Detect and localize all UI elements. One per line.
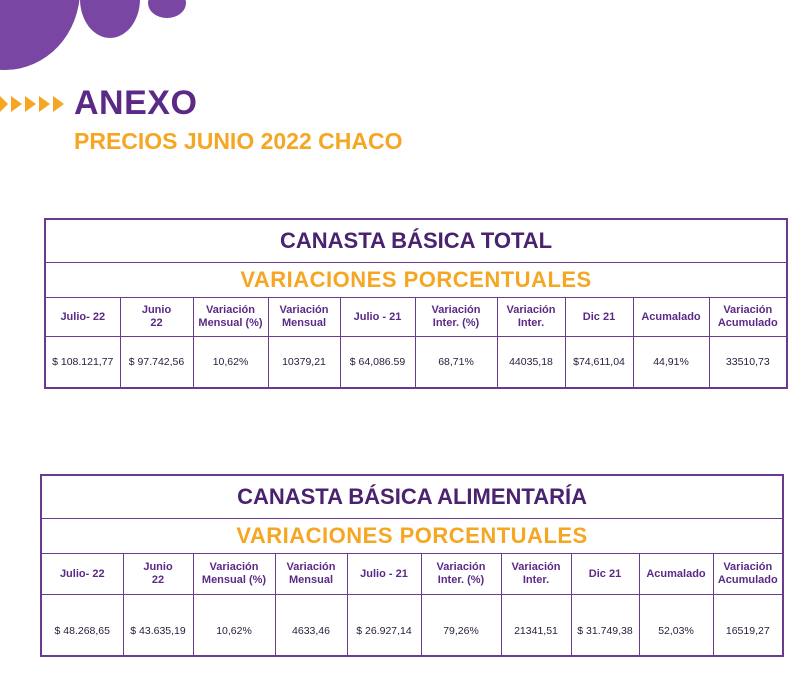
value-julio-22: $ 108.121,77: [45, 337, 120, 389]
header-variacion-mensual-pct: Variación Mensual (%): [193, 554, 275, 595]
value-variacion-acumulado: 33510,73: [709, 337, 787, 389]
value-julio-21: $ 64,086.59: [340, 337, 415, 389]
header-acumulado: Acumalado: [639, 554, 713, 595]
page-subtitle: PRECIOS JUNIO 2022 CHACO: [74, 128, 403, 154]
value-junio-22: $ 97.742,56: [120, 337, 193, 389]
value-variacion-mensual: 10379,21: [268, 337, 340, 389]
table-row: [41, 595, 783, 657]
header-dic-21: Dic 21: [565, 298, 633, 337]
value-acumulado: 44,91%: [633, 337, 709, 389]
decorative-circle-medium: [80, 0, 140, 38]
value-variacion-inter-pct: 79,26%: [421, 595, 501, 657]
value-dic-21: $ 31.749,38: [571, 595, 639, 657]
header-variacion-acumulado: Variación Acumulado: [713, 554, 783, 595]
header-variacion-mensual-pct: Variación Mensual (%): [193, 298, 268, 337]
value-julio-21: $ 26.927,14: [347, 595, 421, 657]
header-variacion-inter-pct: Variación Inter. (%): [415, 298, 497, 337]
header-dic-21: Dic 21: [571, 554, 639, 595]
header-julio-21: Julio - 21: [347, 554, 421, 595]
value-variacion-inter-pct: 68,71%: [415, 337, 497, 389]
header-variacion-inter: Variación Inter.: [501, 554, 571, 595]
header-junio-22: Junio 22: [123, 554, 193, 595]
page-title: ANEXO: [74, 84, 198, 122]
header-variacion-mensual: Variación Mensual: [275, 554, 347, 595]
value-variacion-acumulado: 16519,27: [713, 595, 783, 657]
table-subtitle: VARIACIONES PORCENTUALES: [45, 263, 787, 298]
header-variacion-acumulado: Variación Acumulado: [709, 298, 787, 337]
table-title: CANASTA BÁSICA TOTAL: [45, 219, 787, 263]
value-variacion-inter: 21341,51: [501, 595, 571, 657]
decorative-circle-large: [0, 0, 80, 70]
value-dic-21: $74,611,04: [565, 337, 633, 389]
arrow-bullets-icon: [0, 96, 64, 112]
header-julio-21: Julio - 21: [340, 298, 415, 337]
header-variacion-inter-pct: Variación Inter. (%): [421, 554, 501, 595]
header-julio-22: Julio- 22: [45, 298, 120, 337]
table-title: CANASTA BÁSICA ALIMENTARÍA: [41, 475, 783, 519]
table-row: [45, 337, 787, 389]
table-subtitle: VARIACIONES PORCENTUALES: [41, 519, 783, 554]
canasta-basica-alimentaria-table: [40, 474, 784, 657]
canasta-basica-total-table: [44, 218, 788, 389]
decorative-circle-small: [148, 0, 186, 18]
value-junio-22: $ 43.635,19: [123, 595, 193, 657]
header-julio-22: Julio- 22: [41, 554, 123, 595]
value-variacion-mensual-pct: 10,62%: [193, 337, 268, 389]
header-variacion-mensual: Variación Mensual: [268, 298, 340, 337]
header-acumulado: Acumalado: [633, 298, 709, 337]
value-variacion-mensual: 4633,46: [275, 595, 347, 657]
header-junio-22: Junio 22: [120, 298, 193, 337]
value-acumulado: 52,03%: [639, 595, 713, 657]
value-variacion-mensual-pct: 10,62%: [193, 595, 275, 657]
value-julio-22: $ 48.268,65: [41, 595, 123, 657]
value-variacion-inter: 44035,18: [497, 337, 565, 389]
header-variacion-inter: Variación Inter.: [497, 298, 565, 337]
